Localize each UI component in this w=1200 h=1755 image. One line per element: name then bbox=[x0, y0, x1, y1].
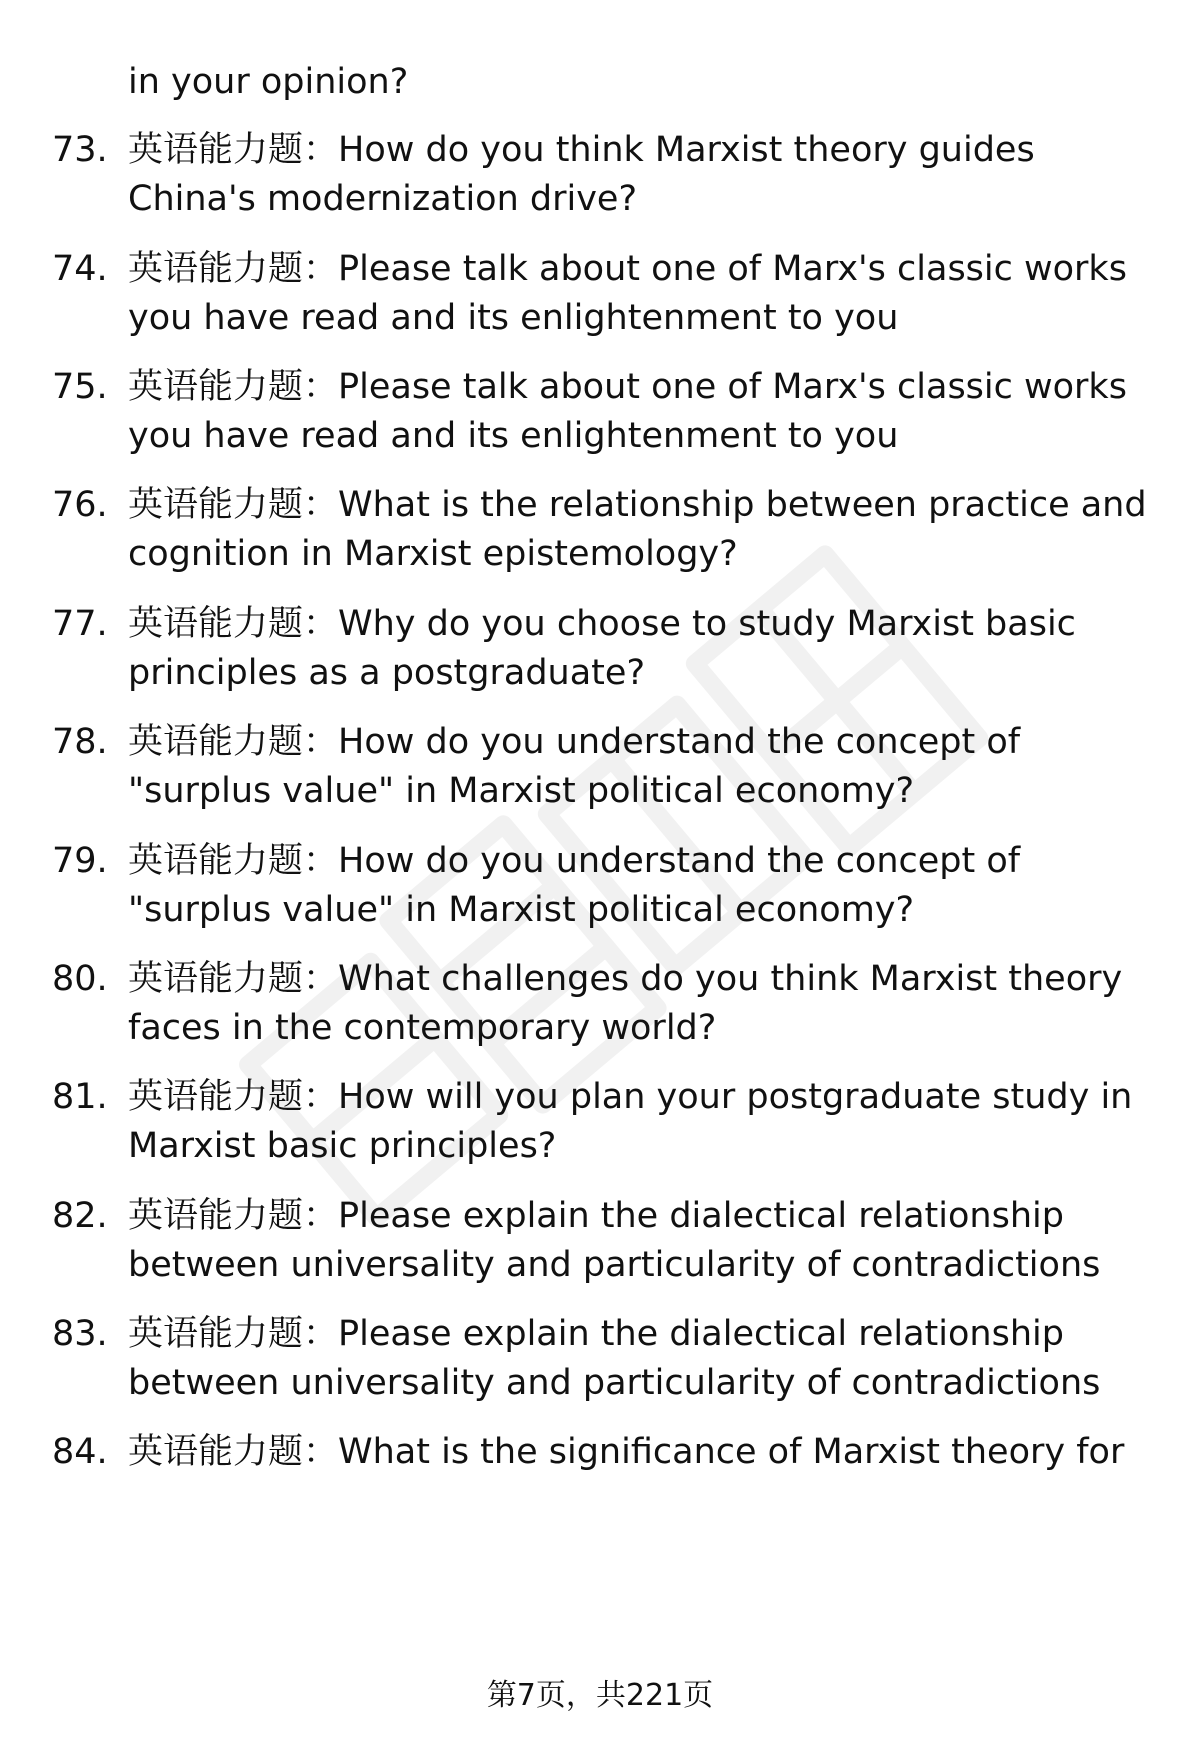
question-text: How will you plan your postgraduate study in bbox=[338, 1077, 1133, 1117]
question-text: "surplus value" in Marxist political economy? bbox=[128, 890, 915, 930]
question-item bbox=[52, 245, 1152, 343]
question-prefix: 英语能力题： bbox=[128, 1196, 339, 1236]
question-item bbox=[52, 718, 1152, 816]
question-number: 82. bbox=[52, 1196, 108, 1236]
question-prefix: 英语能力题： bbox=[128, 959, 339, 999]
question-item bbox=[52, 126, 1152, 224]
question-prefix: 英语能力题： bbox=[128, 1077, 339, 1117]
question-prefix: 英语能力题： bbox=[128, 722, 339, 762]
continuation-text: in your opinion? bbox=[128, 62, 409, 102]
question-text: China's modernization drive? bbox=[128, 179, 638, 219]
question-line bbox=[128, 245, 1152, 294]
question-line bbox=[128, 1428, 1152, 1477]
question-body bbox=[128, 718, 1152, 816]
question-text: What is the significance of Marxist theory for bbox=[338, 1432, 1125, 1472]
question-line bbox=[128, 1073, 1152, 1122]
question-text: What is the relationship between practice and bbox=[338, 485, 1147, 525]
question-line bbox=[128, 126, 1152, 175]
question-text: between universality and particularity of contradictions bbox=[128, 1363, 1101, 1403]
question-text: Please talk about one of Marx's classic works bbox=[338, 367, 1127, 407]
question-body bbox=[128, 1073, 1152, 1171]
question-line bbox=[128, 1310, 1152, 1359]
question-item bbox=[52, 481, 1152, 579]
question-prefix: 英语能力题： bbox=[128, 604, 339, 644]
question-text: principles as a postgraduate? bbox=[128, 653, 646, 693]
question-text: you have read and its enlightenment to you bbox=[128, 298, 899, 338]
question-line bbox=[128, 600, 1152, 649]
question-number: 76. bbox=[52, 485, 108, 525]
question-number: 81. bbox=[52, 1077, 108, 1117]
question-text: you have read and its enlightenment to you bbox=[128, 416, 899, 456]
question-text: Why do you choose to study Marxist basic bbox=[338, 604, 1076, 644]
question-item bbox=[52, 1428, 1152, 1477]
question-body bbox=[128, 245, 1152, 343]
question-text: How do you understand the concept of bbox=[338, 722, 1021, 762]
question-body bbox=[128, 1192, 1152, 1290]
question-line bbox=[128, 955, 1152, 1004]
question-item bbox=[52, 1073, 1152, 1171]
question-number: 80. bbox=[52, 959, 108, 999]
question-body bbox=[128, 126, 1152, 224]
question-prefix: 英语能力题： bbox=[128, 1314, 339, 1354]
question-prefix: 英语能力题： bbox=[128, 367, 339, 407]
question-text: Marxist basic principles? bbox=[128, 1126, 557, 1166]
question-number: 78. bbox=[52, 722, 108, 762]
question-body bbox=[128, 837, 1152, 935]
question-body bbox=[128, 363, 1152, 461]
question-number: 75. bbox=[52, 367, 108, 407]
question-number: 73. bbox=[52, 130, 108, 170]
question-text: Please talk about one of Marx's classic works bbox=[338, 249, 1127, 289]
question-item bbox=[52, 1192, 1152, 1290]
question-body bbox=[128, 600, 1152, 698]
question-text: between universality and particularity of contradictions bbox=[128, 1245, 1101, 1285]
question-item bbox=[52, 1310, 1152, 1408]
question-item bbox=[52, 955, 1152, 1053]
question-line bbox=[128, 481, 1152, 530]
question-body bbox=[128, 955, 1152, 1053]
question-prefix: 英语能力题： bbox=[128, 1432, 339, 1472]
page-footer: 第7页，共221页 bbox=[486, 1678, 714, 1713]
question-number: 74. bbox=[52, 249, 108, 289]
question-body bbox=[128, 481, 1152, 579]
question-number: 84. bbox=[52, 1432, 108, 1472]
question-text: How do you understand the concept of bbox=[338, 841, 1021, 881]
question-line bbox=[128, 1192, 1152, 1241]
question-text: "surplus value" in Marxist political economy? bbox=[128, 771, 915, 811]
question-prefix: 英语能力题： bbox=[128, 841, 339, 881]
question-line bbox=[128, 837, 1152, 886]
question-text: Please explain the dialectical relationship bbox=[338, 1196, 1064, 1236]
question-number: 79. bbox=[52, 841, 108, 881]
question-text: faces in the contemporary world? bbox=[128, 1008, 717, 1048]
question-number: 83. bbox=[52, 1314, 108, 1354]
question-body bbox=[128, 1428, 1152, 1477]
question-line bbox=[128, 363, 1152, 412]
question-text: How do you think Marxist theory guides bbox=[338, 130, 1035, 170]
question-text: cognition in Marxist epistemology? bbox=[128, 534, 738, 574]
question-text: Please explain the dialectical relationship bbox=[338, 1314, 1064, 1354]
question-item bbox=[52, 363, 1152, 461]
question-prefix: 英语能力题： bbox=[128, 485, 339, 525]
question-body bbox=[128, 1310, 1152, 1408]
question-number: 77. bbox=[52, 604, 108, 644]
question-prefix: 英语能力题： bbox=[128, 249, 339, 289]
question-item bbox=[52, 837, 1152, 935]
question-item bbox=[52, 600, 1152, 698]
question-text: What challenges do you think Marxist theory bbox=[338, 959, 1123, 999]
question-prefix: 英语能力题： bbox=[128, 130, 339, 170]
question-line bbox=[128, 718, 1152, 767]
